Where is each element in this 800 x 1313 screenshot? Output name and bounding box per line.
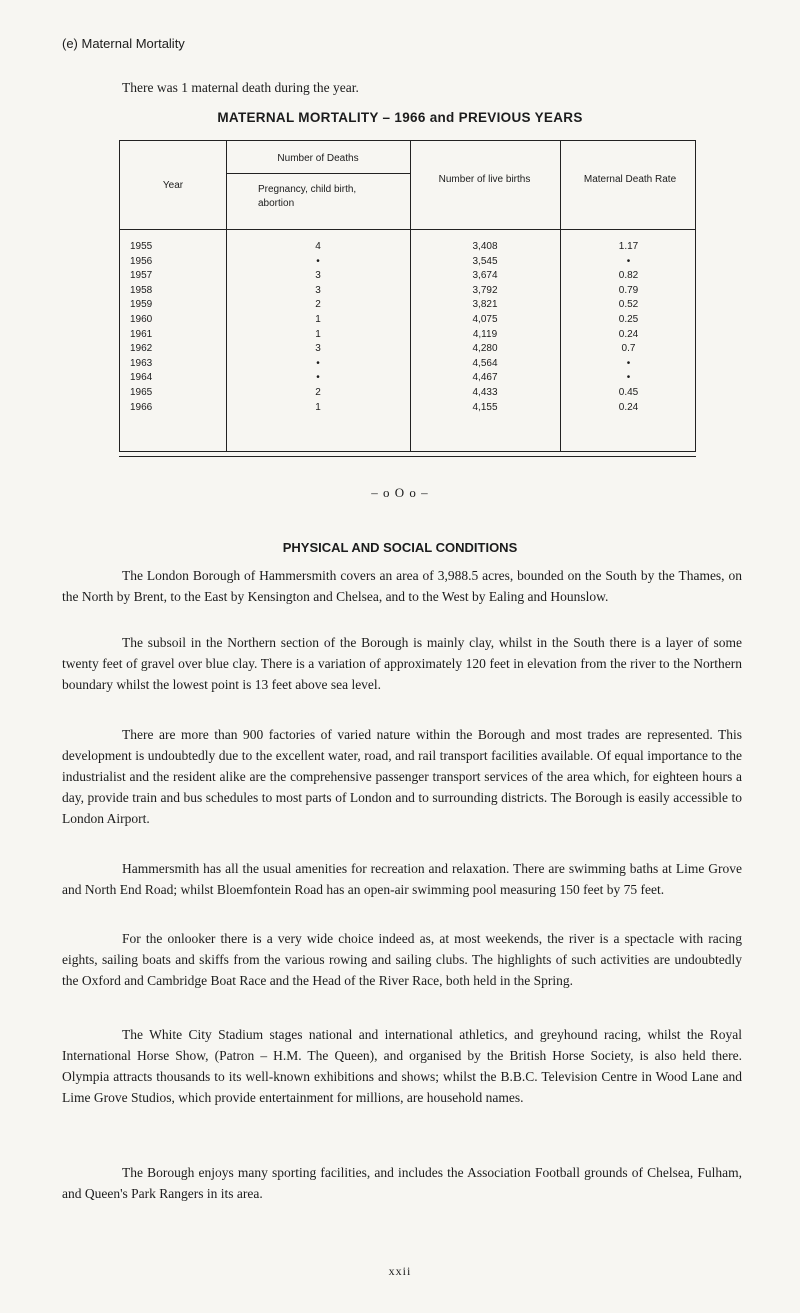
paragraph: The Borough enjoys many sporting facilities, and includes the Association Football grounds of Chelsea, Fulham, and Queen's Park Rangers in its area. xyxy=(62,1165,742,1201)
header-pregnancy: Pregnancy, child birth, abortion xyxy=(258,184,357,209)
cell-deaths: • xyxy=(316,255,320,267)
cell-year: 1962 xyxy=(130,343,153,355)
cell-year: 1961 xyxy=(130,328,153,340)
paragraph: For the onlooker there is a very wide choice indeed as, at most weekends, the river is a spectacle with racing eights, sailing boats and skiffs from the various rowing and sailing clubs. The highlights of such activities are undoubtedly the Oxford and Cambridge Boat Race and the Head of the River Race, both held in the Spring. xyxy=(62,931,742,988)
paragraph: The White City Stadium stages national and international athletics, and greyhound racing, whilst the Royal International Horse Show, (Patron – H.M. The Queen), and organised by the British Horse Society, is also held there. Olympia attracts thousands to its well-known exhibitions and shows; whilst the B.B.C. Television Centre in Wood Lane and Lime Grove Studios, which provide entertainment for millions, are household names. xyxy=(62,1027,742,1105)
cell-year: 1965 xyxy=(130,387,153,398)
table-row xyxy=(120,329,697,344)
paragraph: The subsoil in the Northern section of the Borough is mainly clay, whilst in the South there is a layer of some twenty feet of gravel over blue clay. There is a variation of approximately 120 feet in elevation from the river to the Northern boundary whilst the lowest point is 13 feet above sea level. xyxy=(62,635,742,692)
cell-year: 1956 xyxy=(130,255,153,267)
cell-live-births: 4,433 xyxy=(472,387,498,398)
cell-death-rate: • xyxy=(626,357,631,369)
cell-death-rate: 0.24 xyxy=(618,401,639,413)
cell-death-rate: 0.79 xyxy=(618,284,639,296)
table-divider xyxy=(120,229,695,230)
table-row xyxy=(120,299,697,314)
cell-live-births: 3,545 xyxy=(472,255,498,267)
table-row xyxy=(120,256,697,271)
table-title: MATERNAL MORTALITY – 1966 and PREVIOUS YEARS xyxy=(217,110,583,125)
table-row xyxy=(120,387,697,402)
section-heading: PHYSICAL AND SOCIAL CONDITIONS xyxy=(282,540,518,555)
cell-live-births: 4,155 xyxy=(472,401,498,413)
table-row xyxy=(120,343,697,358)
cell-live-births: 3,408 xyxy=(472,241,498,252)
cell-deaths: 1 xyxy=(315,328,321,340)
cell-year: 1960 xyxy=(130,314,153,325)
cell-year: 1963 xyxy=(130,357,153,369)
cell-year: 1958 xyxy=(130,284,153,296)
cell-death-rate: • xyxy=(626,255,631,267)
table-row xyxy=(120,241,697,256)
maternal-mortality-table xyxy=(119,140,696,452)
cell-death-rate: 0.52 xyxy=(618,299,639,311)
cell-death-rate: 1.17 xyxy=(618,241,639,252)
cell-live-births: 4,119 xyxy=(472,328,498,340)
section-divider: – o O o – xyxy=(371,485,429,500)
cell-live-births: 3,821 xyxy=(472,299,498,311)
cell-live-births: 4,467 xyxy=(472,372,498,384)
cell-deaths: 3 xyxy=(315,270,321,282)
cell-year: 1966 xyxy=(130,401,153,413)
header-live-births: Number of live births xyxy=(438,174,531,185)
cell-year: 1964 xyxy=(130,372,153,384)
table-divider xyxy=(119,456,696,457)
table-row xyxy=(120,372,697,387)
cell-year: 1955 xyxy=(130,241,153,252)
cell-deaths: 1 xyxy=(315,401,321,413)
cell-deaths: 3 xyxy=(315,343,321,355)
header-maternal-death-rate: Maternal Death Rate xyxy=(583,174,677,185)
page-number: xxii xyxy=(388,1264,412,1278)
cell-deaths: 2 xyxy=(315,387,321,398)
table-row xyxy=(120,402,697,417)
intro-text: There was 1 maternal death during the year. xyxy=(122,80,359,95)
cell-death-rate: 0.24 xyxy=(618,328,639,340)
cell-deaths: 4 xyxy=(315,241,321,252)
cell-live-births: 3,674 xyxy=(472,270,498,282)
cell-death-rate: 0.7 xyxy=(621,343,636,355)
cell-deaths: 1 xyxy=(315,314,321,325)
header-year: Year xyxy=(162,180,184,191)
table-divider xyxy=(226,173,410,174)
cell-death-rate: 0.82 xyxy=(618,270,639,282)
section-label: (e) Maternal Mortality xyxy=(62,36,185,51)
cell-year: 1959 xyxy=(130,299,153,311)
paragraph: There are more than 900 factories of varied nature within the Borough and most trades are represented. This development is undoubtedly due to the excellent water, road, and rail transport facilities available. Of equal importance to the industrialist and the resident alike are the comprehensive passenger transport services of the area which, for eighteen hours a day, provide train and bus schedules to most parts of London and to surrounding districts. The Borough is easily accessible to London Airport. xyxy=(62,727,742,826)
cell-death-rate: • xyxy=(626,372,631,384)
table-row xyxy=(120,358,697,373)
cell-deaths: • xyxy=(316,372,320,384)
table-row xyxy=(120,270,697,285)
table-row xyxy=(120,285,697,300)
cell-deaths: 3 xyxy=(315,284,321,296)
cell-death-rate: 0.45 xyxy=(618,387,639,398)
cell-deaths: 2 xyxy=(315,299,321,311)
header-number-of-deaths: Number of Deaths xyxy=(277,153,359,164)
cell-live-births: 4,075 xyxy=(472,314,498,325)
table-row xyxy=(120,314,697,329)
cell-live-births: 3,792 xyxy=(472,284,498,296)
cell-year: 1957 xyxy=(130,270,153,282)
cell-deaths: • xyxy=(316,357,320,369)
paragraph: Hammersmith has all the usual amenities for recreation and relaxation. There are swimming baths at Lime Grove and North End Road; whilst Bloemfontein Road has an open-air swimming pool measuring 150 feet by 75 feet. xyxy=(62,861,742,897)
paragraph: The London Borough of Hammersmith covers an area of 3,988.5 acres, bounded on the South by the Thames, on the North by Brent, to the East by Kensington and Chelsea, and to the West by Ealing and Hounslow. xyxy=(62,568,742,604)
cell-death-rate: 0.25 xyxy=(618,314,639,325)
cell-live-births: 4,280 xyxy=(472,343,498,355)
cell-live-births: 4,564 xyxy=(472,357,498,369)
